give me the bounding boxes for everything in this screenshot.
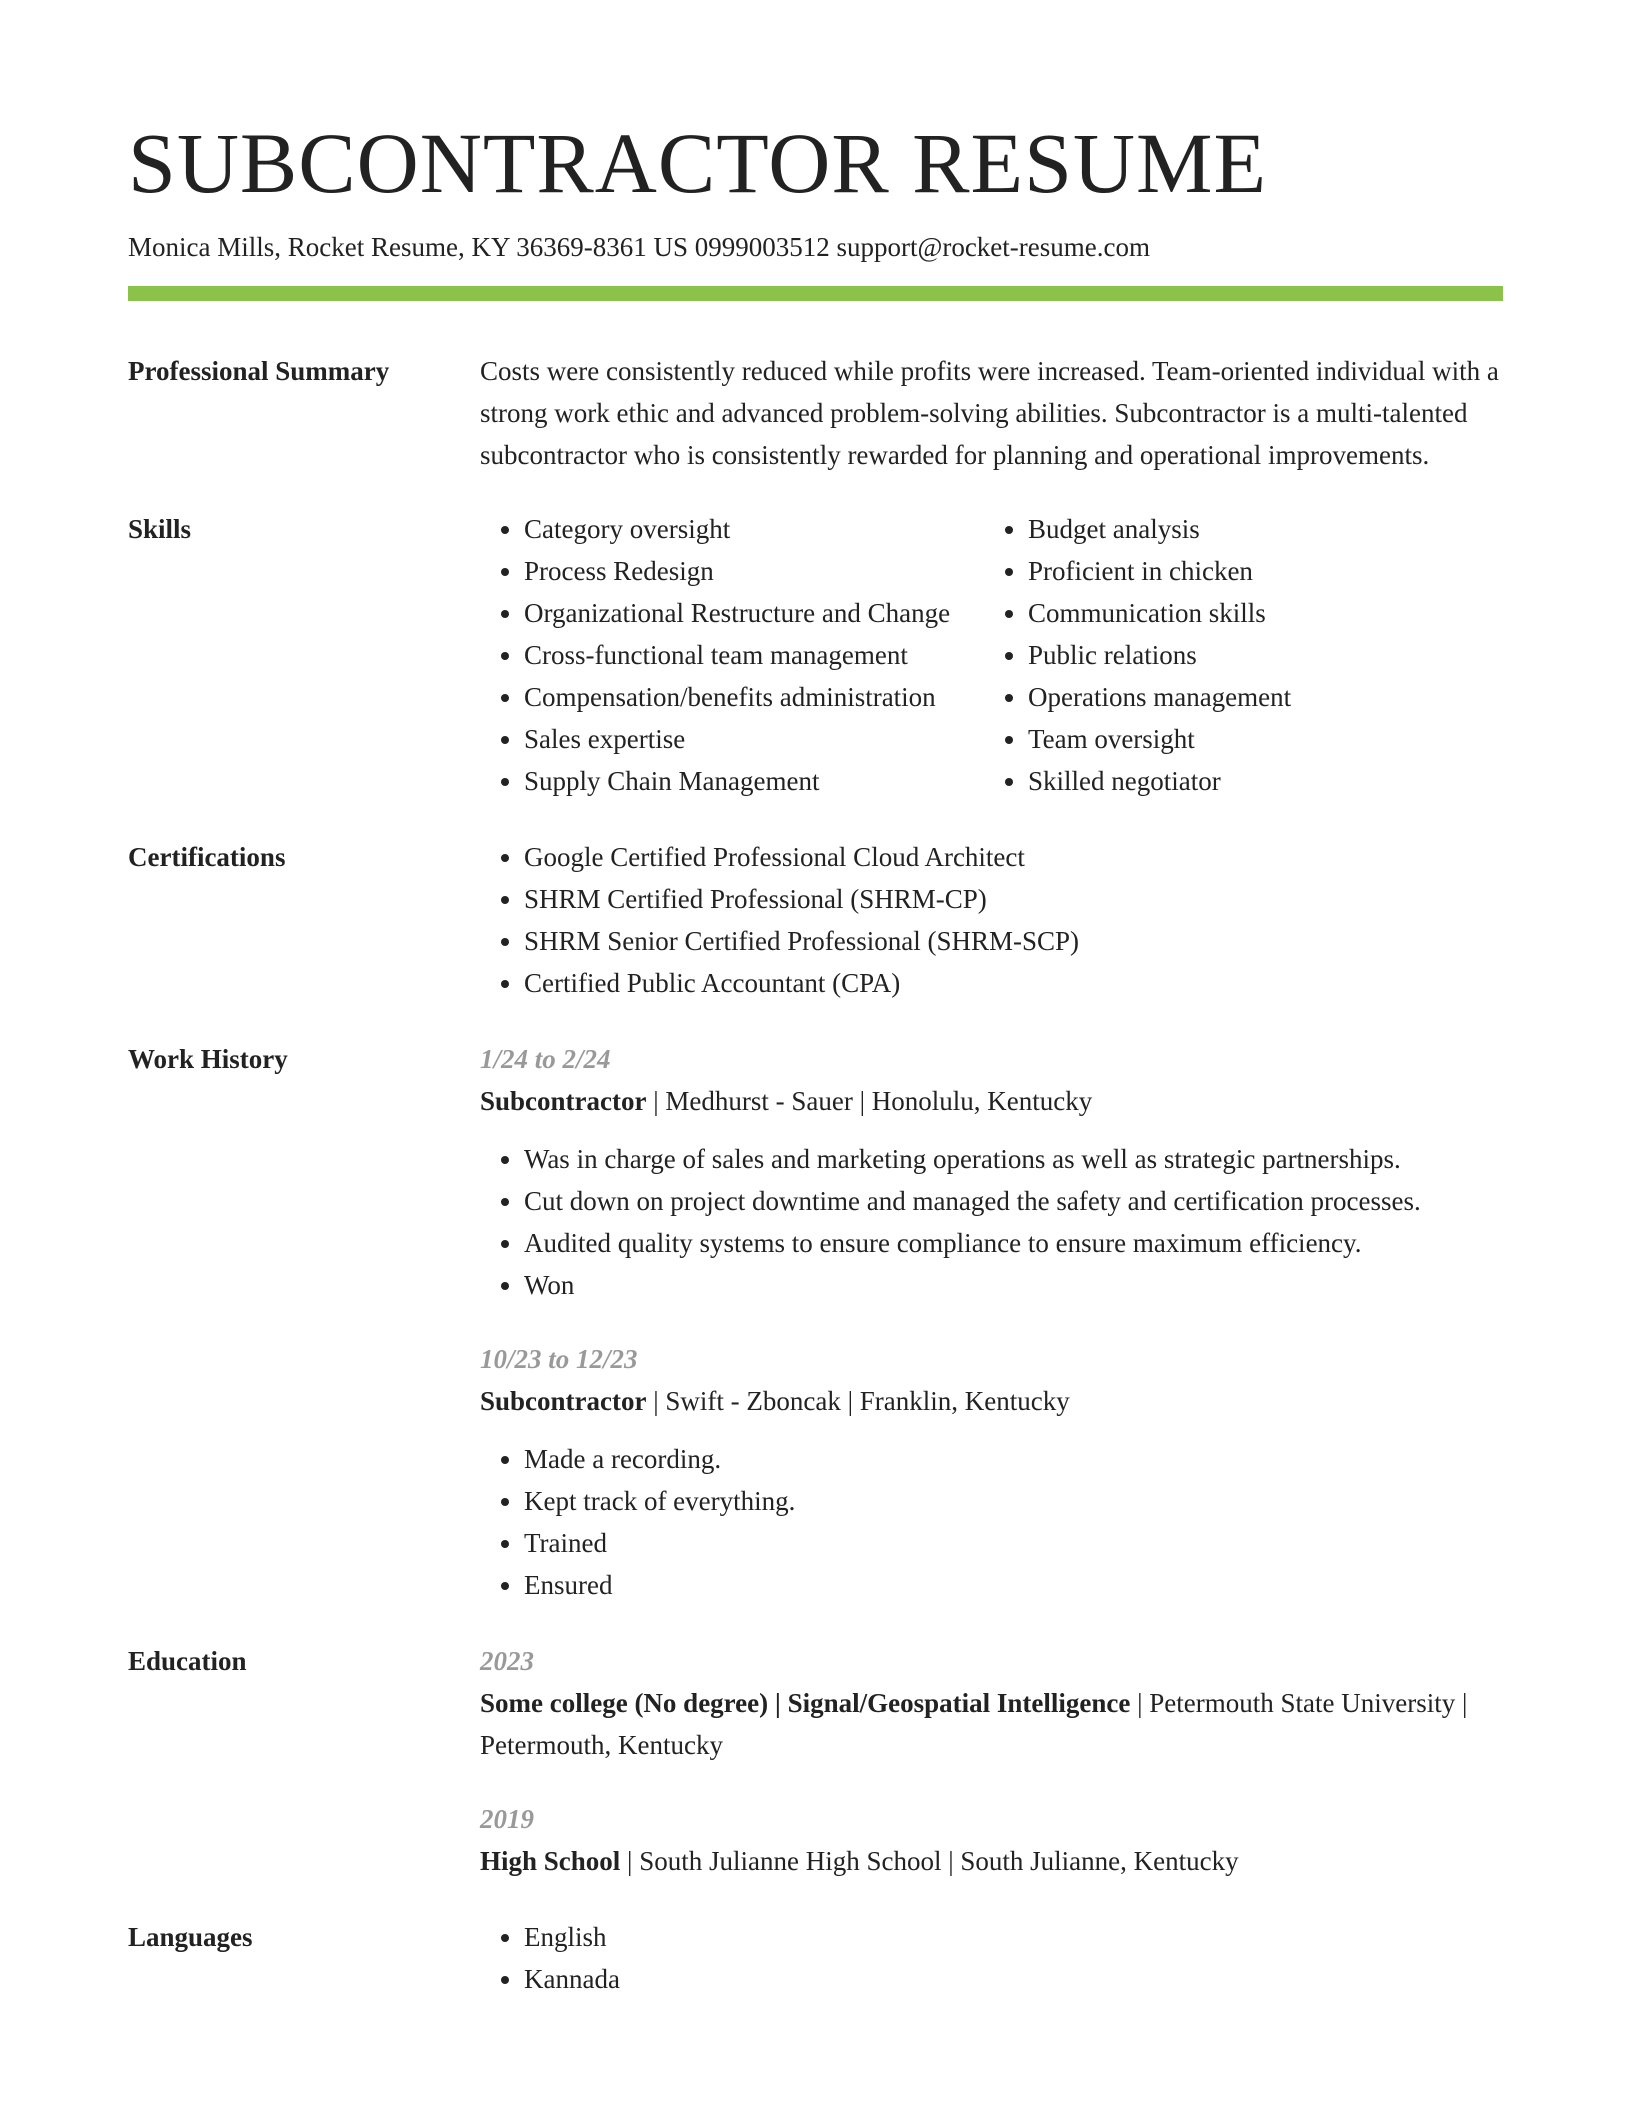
resume-content: [128, 350, 1503, 2000]
list-item: • English: [524, 1916, 1503, 1958]
degree: High School: [480, 1846, 621, 1876]
job-heading: [480, 1080, 1503, 1122]
list-item: • Was in charge of sales and marketing operations as well as strategic partnerships.: [524, 1138, 1503, 1180]
accent-divider: [128, 286, 1503, 301]
education-entry: [480, 1682, 1503, 1766]
certifications-section: [128, 836, 1503, 1004]
list-item: • Team oversight: [1028, 718, 1503, 760]
school-details: | South Julianne High School | South Julianne, Kentucky: [620, 1846, 1239, 1876]
list-item: • Operations management: [1028, 676, 1503, 718]
job-details: | Medhurst - Sauer | Honolulu, Kentucky: [646, 1086, 1093, 1116]
contact-line: Monica Mills, Rocket Resume, KY 36369-8361 US 0999003512 support@rocket-resume.com: [128, 232, 1150, 262]
job-heading: [480, 1380, 1503, 1422]
summary-label: Professional Summary: [128, 356, 390, 386]
resume-title: SUBCONTRACTOR RESUME: [128, 115, 1268, 211]
job-title: Subcontractor: [480, 1386, 647, 1416]
education-label: Education: [128, 1646, 247, 1676]
list-item: • Compensation/benefits administration: [524, 676, 984, 718]
job-date: 10/23 to 12/23: [480, 1344, 638, 1374]
list-item: • SHRM Senior Certified Professional (SHRM-SCP): [524, 920, 1503, 962]
list-item: • Budget analysis: [1028, 508, 1503, 550]
skills-label: Skills: [128, 514, 192, 544]
languages-list: [480, 1916, 1503, 2000]
school-details: | Petermouth State University | Petermouth, Kentucky: [480, 1688, 1468, 1760]
list-item: • Won: [524, 1264, 1503, 1306]
list-item: • Ensured: [524, 1564, 1503, 1606]
work-history-section: [128, 1038, 1503, 1606]
summary-text: Costs were consistently reduced while profits were increased. Team-oriented individual with a strong work ethic and advanced problem-solving abilities. Subcontractor is a multi-talented subcontractor who is consistently rewarded for planning and operational improvements.: [480, 356, 1499, 470]
list-item: • Skilled negotiator: [1028, 760, 1503, 802]
job-details: | Swift - Zboncak | Franklin, Kentucky: [646, 1386, 1070, 1416]
languages-section: [128, 1916, 1503, 2000]
list-item: • Process Redesign: [524, 550, 984, 592]
list-item: • Proficient in chicken: [1028, 550, 1503, 592]
list-item: • Organizational Restructure and Change: [524, 592, 984, 634]
list-item: • Trained: [524, 1522, 1503, 1564]
list-item: • Communication skills: [1028, 592, 1503, 634]
list-item: • Kept track of everything.: [524, 1480, 1503, 1522]
list-item: • Made a recording.: [524, 1438, 1503, 1480]
list-item: • Kannada: [524, 1958, 1503, 2000]
summary-section: [128, 350, 1503, 476]
work-history-label: Work History: [128, 1044, 288, 1074]
list-item: • Sales expertise: [524, 718, 984, 760]
skills-column-1: [480, 508, 984, 802]
certifications-label: Certifications: [128, 842, 286, 872]
job-bullets: [480, 1438, 1503, 1606]
certifications-list: [480, 836, 1503, 1004]
job-title: Subcontractor: [480, 1086, 647, 1116]
education-entry: [480, 1840, 1503, 1882]
list-item: • Public relations: [1028, 634, 1503, 676]
job-date: 1/24 to 2/24: [480, 1044, 611, 1074]
list-item: • Certified Public Accountant (CPA): [524, 962, 1503, 1004]
list-item: • Cut down on project downtime and managed the safety and certification processes.: [524, 1180, 1503, 1222]
list-item: • SHRM Certified Professional (SHRM-CP): [524, 878, 1503, 920]
job-bullets: [480, 1138, 1503, 1306]
skills-section: [128, 508, 1503, 802]
list-item: • Supply Chain Management: [524, 760, 984, 802]
list-item: • Category oversight: [524, 508, 984, 550]
list-item: • Cross-functional team management: [524, 634, 984, 676]
list-item: • Audited quality systems to ensure compliance to ensure maximum efficiency.: [524, 1222, 1503, 1264]
education-date: 2023: [480, 1646, 534, 1676]
education-date: 2019: [480, 1804, 534, 1834]
list-item: • Google Certified Professional Cloud Architect: [524, 836, 1503, 878]
degree: Some college (No degree) | Signal/Geospatial Intelligence: [480, 1688, 1131, 1718]
skills-column-2: [984, 508, 1503, 802]
languages-label: Languages: [128, 1922, 253, 1952]
education-section: [128, 1640, 1503, 1882]
